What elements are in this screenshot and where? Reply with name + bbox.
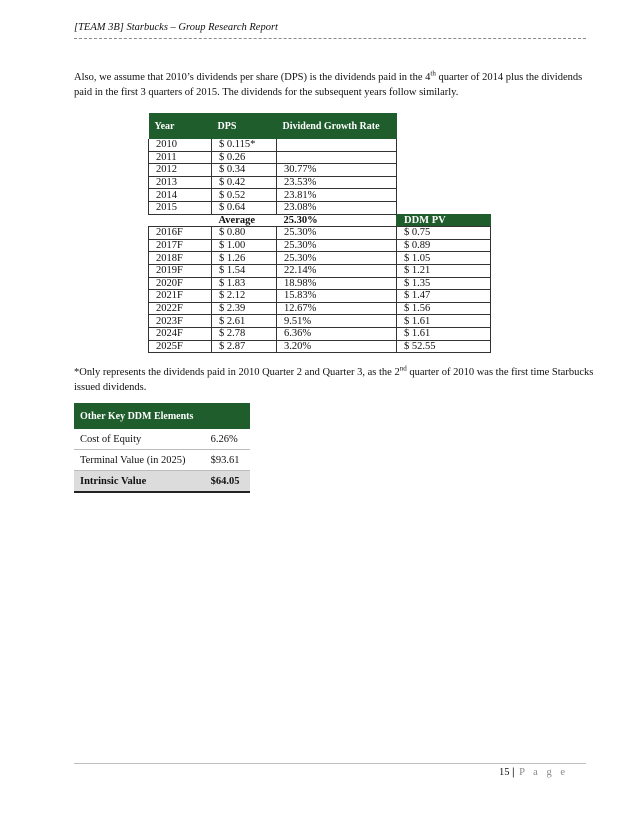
- dividend-forecast-row: [149, 227, 491, 240]
- year-cell: 2025F: [149, 340, 212, 353]
- dps-cell: $ 1.83: [212, 277, 277, 290]
- intro-superscript: th: [430, 69, 436, 78]
- header-growth-rate: Dividend Growth Rate: [277, 113, 397, 139]
- year-cell: 2018F: [149, 252, 212, 265]
- key-table-title: Other Key DDM Elements: [74, 403, 250, 429]
- dividend-table: [148, 113, 491, 353]
- empty-cell: [397, 164, 491, 177]
- dps-cell: $ 2.61: [212, 315, 277, 328]
- growth-cell: 9.51%: [277, 315, 397, 328]
- growth-cell: 25.30%: [277, 227, 397, 240]
- year-cell: 2012: [149, 164, 212, 177]
- empty-cell: [149, 214, 212, 227]
- report-header-title: [TEAM 3B] Starbucks – Group Research Report: [74, 22, 278, 33]
- dps-cell: $ 0.34: [212, 164, 277, 177]
- empty-cell: [397, 151, 491, 164]
- key-label: Cost of Equity: [74, 429, 205, 450]
- growth-cell: 25.30%: [277, 239, 397, 252]
- ddm-pv-cell: $ 1.21: [397, 264, 491, 277]
- growth-cell: [277, 151, 397, 164]
- intrinsic-value: $64.05: [205, 471, 250, 493]
- dividend-forecast-row: [149, 264, 491, 277]
- key-label: Terminal Value (in 2025): [74, 450, 205, 471]
- year-cell: 2013: [149, 176, 212, 189]
- dividend-forecast-row: [149, 340, 491, 353]
- ddm-pv-cell: $ 1.56: [397, 302, 491, 315]
- footer-divider: [74, 763, 586, 764]
- growth-cell: 25.30%: [277, 252, 397, 265]
- growth-cell: [277, 139, 397, 151]
- intro-text-part-1: Also, we assume that 2010’s dividends per share (DPS) is the dividends paid in the 4: [74, 72, 431, 83]
- dps-cell: $ 0.26: [212, 151, 277, 164]
- average-row: [149, 214, 491, 227]
- growth-cell: 30.77%: [277, 164, 397, 177]
- growth-cell: 22.14%: [277, 264, 397, 277]
- dps-cell: $ 0.64: [212, 201, 277, 214]
- dividend-history-row: [149, 164, 491, 177]
- dps-cell: $ 2.12: [212, 290, 277, 303]
- empty-cell: [397, 176, 491, 189]
- year-cell: 2024F: [149, 327, 212, 340]
- ddm-pv-cell: $ 1.61: [397, 315, 491, 328]
- dividend-forecast-row: [149, 327, 491, 340]
- key-ddm-elements-table: [74, 403, 250, 493]
- ddm-pv-cell: $ 1.61: [397, 327, 491, 340]
- growth-cell: 12.67%: [277, 302, 397, 315]
- dividend-forecast-row: [149, 290, 491, 303]
- page-number: 15: [499, 767, 510, 778]
- intro-text-part-2: quarter of 2014 plus the dividends paid in the first 3 quarters of 2015. The dividends for the subsequent years follow similarly.: [74, 72, 583, 98]
- header-dps: DPS: [212, 113, 277, 139]
- dps-cell: $ 0.42: [212, 176, 277, 189]
- dividend-table-header-row: [149, 113, 491, 139]
- dividend-forecast-row: [149, 239, 491, 252]
- dps-cell: $ 0.80: [212, 227, 277, 240]
- average-value: 25.30%: [277, 214, 397, 227]
- dividend-forecast-row: [149, 315, 491, 328]
- header-ddm-pv: DDM PV: [397, 214, 491, 227]
- ddm-pv-cell: $ 1.47: [397, 290, 491, 303]
- footnote-superscript: nd: [399, 364, 407, 373]
- page-separator: |: [512, 767, 515, 778]
- empty-cell: [397, 201, 491, 214]
- dps-cell: $ 1.00: [212, 239, 277, 252]
- dps-cell: $ 1.26: [212, 252, 277, 265]
- year-cell: 2011: [149, 151, 212, 164]
- growth-cell: 18.98%: [277, 277, 397, 290]
- dividend-history-row: [149, 189, 491, 202]
- intrinsic-value-row: [74, 471, 250, 493]
- ddm-pv-cell: $ 1.35: [397, 277, 491, 290]
- dividend-history-row: [149, 176, 491, 189]
- key-value: $93.61: [205, 450, 250, 471]
- growth-cell: 23.81%: [277, 189, 397, 202]
- ddm-pv-cell: $ 52.55: [397, 340, 491, 353]
- dividend-history-row: [149, 139, 491, 151]
- dividend-table-body: [149, 139, 491, 353]
- year-cell: 2019F: [149, 264, 212, 277]
- growth-cell: 3.20%: [277, 340, 397, 353]
- footnote-text-part-1: *Only represents the dividends paid in 2010 Quarter 2 and Quarter 3, as the 2: [74, 367, 400, 378]
- ddm-pv-cell: $ 0.75: [397, 227, 491, 240]
- header-year: Year: [149, 113, 212, 139]
- year-cell: 2022F: [149, 302, 212, 315]
- ddm-pv-cell: $ 0.89: [397, 239, 491, 252]
- key-value: 6.26%: [205, 429, 250, 450]
- year-cell: 2015: [149, 201, 212, 214]
- growth-cell: 15.83%: [277, 290, 397, 303]
- page-word: P a g e: [519, 767, 568, 778]
- empty-cell: [397, 189, 491, 202]
- intro-paragraph: [74, 70, 590, 100]
- key-table-row: [74, 429, 250, 450]
- growth-cell: 23.53%: [277, 176, 397, 189]
- dps-cell: $ 2.39: [212, 302, 277, 315]
- dividend-forecast-row: [149, 277, 491, 290]
- ddm-pv-cell: $ 1.05: [397, 252, 491, 265]
- key-table-row: [74, 450, 250, 471]
- intrinsic-value-label: Intrinsic Value: [74, 471, 205, 493]
- year-cell: 2010: [149, 139, 212, 151]
- page-number-footer: [499, 767, 568, 778]
- dividend-history-row: [149, 151, 491, 164]
- footnote: [74, 365, 594, 395]
- dividend-forecast-row: [149, 302, 491, 315]
- dps-cell: $ 0.52: [212, 189, 277, 202]
- empty-cell: [397, 139, 491, 151]
- dividend-history-row: [149, 201, 491, 214]
- year-cell: 2023F: [149, 315, 212, 328]
- key-table-header-row: [74, 403, 250, 429]
- year-cell: 2017F: [149, 239, 212, 252]
- header-divider: [74, 38, 586, 39]
- growth-cell: 6.36%: [277, 327, 397, 340]
- year-cell: 2021F: [149, 290, 212, 303]
- growth-cell: 23.08%: [277, 201, 397, 214]
- footnote-text-part-2: quarter of 2010 was the first time Starbucks issued dividends.: [74, 367, 594, 393]
- dps-cell: $ 0.115*: [212, 139, 277, 151]
- average-label: Average: [212, 214, 277, 227]
- year-cell: 2016F: [149, 227, 212, 240]
- year-cell: 2014: [149, 189, 212, 202]
- dividend-forecast-row: [149, 252, 491, 265]
- dps-cell: $ 2.78: [212, 327, 277, 340]
- dps-cell: $ 2.87: [212, 340, 277, 353]
- dps-cell: $ 1.54: [212, 264, 277, 277]
- year-cell: 2020F: [149, 277, 212, 290]
